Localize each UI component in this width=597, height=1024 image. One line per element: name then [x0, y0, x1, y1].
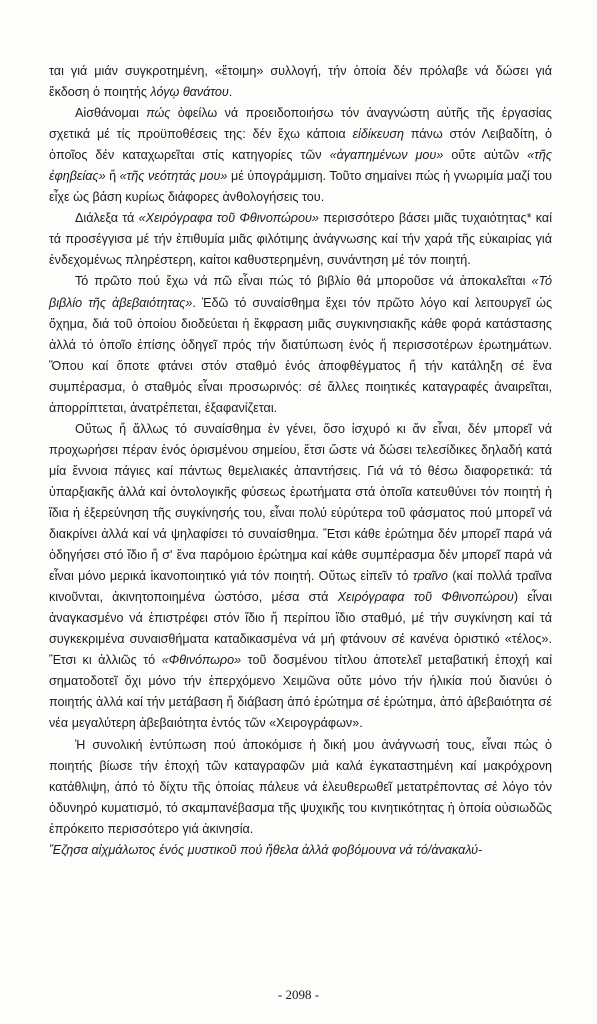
page-number: - 2098 - — [277, 987, 320, 1002]
paragraph-7-quote: Ἔζησα αἰχμάλωτος ἑνός μυστικοῦ πού ἤθελα ἀλλά φοβόμουνα νά τό/ἀνακαλύ- — [49, 842, 483, 857]
body-text — [49, 61, 552, 861]
paragraph-4: Τό πρῶτο πού ἔχω νά πῶ εἶναι πώς τό βιβλίο θά μποροῦσε νά ἀποκαλεῖται «Τό βιβλίο τῆς ἀβεβαιότητας». Ἐδῶ τό συναίσθημα ἔχει τόν πρῶτο λόγο καί λειτουργεῖ ὡς ὄχημα, διά τοῦ ὁποίου διοδεύεται ἡ ἔκφραση μιᾶς συγκινησιακῆς κάθε φορά κατάστασης ἀλλά τό ὁποῖο ἐπίσης ὁδηγεῖ πρός τήν διατύπωση ἑνός ἤ περισσοτέρων ἐρωτημάτων. Ὅπου καί ὅποτε φτάνει στόν σταθμό ἑνός ἀποφθέγματος ἤ τήν κατάληξη σέ ἕνα συμπέρασμα, ὁ σταθμός εἶναι προσωρινός: σέ ἄλλες ποιητικές καταγραφές ἀναιρεῖται, ἀπορρίπτεται, ἀνατρέπεται, ἐξαφανίζεται. — [49, 274, 553, 415]
paragraph-3: Διάλεξα τά «Χειρόγραφα τοῦ Φθινοπώρου» περισσότερο βάσει μιᾶς τυχαιότητας* καί τά προσέγγισα μέ τήν ἐπιθυμία μιᾶς φιλότιμης ἀνάγνωσης καί τήν χαρά τῆς εὐκαιρίας γιά ἐνδεχομένως πληρέστερη, καίτοι καθυστερημένη, συνάντηση μέ τόν ποιητή. — [49, 211, 553, 268]
paragraph-2: Αἰσθάνομαι πώς ὀφείλω νά προειδοποιήσω τόν ἀναγνώστη αὐτῆς τῆς ἐργασίας σχετικά μέ τίς προϋποθέσεις της: δέν ἔχω κάποια εἰδίκευση πάνω στόν Λειβαδίτη, ὁ ὁποῖος δέν καταχωρεῖται στίς κατηγορίες τῶν «ἀγαπημένων μου» οὔτε αὐτῶν «τῆς ἐφηβείας» ἤ «τῆς νεότητάς μου» μέ ὑπογράμμιση. Τοῦτο σημαίνει πώς ἡ γνωριμία μαζί του εἶχε ὡς βάση κυρίως διάφορες ἀνθολογήσεις του. — [49, 106, 552, 205]
paragraph-6: Ἡ συνολική ἐντύπωση πού ἀποκόμισε ἡ δική μου ἀνάγνωσή τους, εἶναι πώς ὁ ποιητής βίωσε τήν ἐποχή τῶν καταγραφῶν μιά καλά ἐγκαταστημένη καί μακρόχρονη κατάθλιψη, ἀπό τό δίχτυ τῆς ὁποίας πάλευε νά ἐλευθερωθεῖ μετατρέποντας σέ λόγο τόν ὀδυνηρό κυματισμό, τό σκαμπανέβασμα τῆς ψυχικῆς του κινητικότητας ἡ ὁποία οὐσιωδῶς ἐπρόκειτο περισσότερο γιά ἀκινησία. — [49, 737, 552, 836]
paragraph-5: Οὕτως ἤ ἄλλως τό συναίσθημα ἐν γένει, ὅσο ἰσχυρό κι ἄν εἶναι, δέν μπορεῖ νά προχωρήσει πέραν ἑνός ὁρισμένου σημείου, ἔτσι ὥστε νά δώσει τελεσίδικες δηλαδή κατά μία ἔννοια πάγιες καί πάντως θεμελιακές ἀπαντήσεις. Γιά νά τό θέσω διαφορετικά: τά ὑπαρξιακῆς ἀλλά καί ὀντολογικῆς φύσεως ἐρωτήματα στά ὁποῖα κατευθύνει τόν ποιητή ἡ ἴδια ἡ ἐξερεύνηση τῆς συγκίνησής του, εἶναι πολύ εὐρύτερα τοῦ φάσματος πού μπορεῖ νά διακρίνει ἀλλά καί νά ψηλαφίσει τό συναίσθημα. Ἔτσι κάθε ἐρώτημα δέν μπορεῖ παρά νά ὁδηγήσει στό ἴδιο ἤ σ' ἕνα παρόμοιο ἐρώτημα καί κάθε συμπέρασμα δέν μπορεῖ παρά νά εἶναι μόνο μερικά ἱκανοποιητικό γιά τόν ποιητή. Οὕτως εἰπεῖν τό τραῖνο (καί πολλά τραῖνα κινοῦνται, ἀκινητοποιημένα ὡστόσο, μέσα στά Χειρόγραφα τοῦ Φθινοπώρου) εἶναι ἀναγκασμένο νά ἐπιστρέφει στόν ἴδιο ἤ περίπου ἴδιο σταθμό, μέ τήν συγκίνηση καί τά συγκεκριμένα συναισθήματα καταδικασμένα νά μή φτάνουν σέ κανένα ὁριστικό «τέλος». Ἔτσι κι ἀλλιῶς τό «Φθινόπωρο» τοῦ δοσμένου τίτλου ἀποτελεῖ μεταβατική ἐποχή καί σηματοδοτεῖ ὄχι μόνο τήν ἐπερχόμενο Χειμῶνα οὔτε μόνο τήν ἡλικία πού διανύει ὁ ποιητής ἀλλά καί τήν μετάβαση ἤ διάβαση ἀπό ἐρώτημα σέ ἐρώτημα, ἀπό ἀβεβαιότητα σέ νέα μεγαλύτερη ἀβεβαιότητα ἐντός τῶν «Χειρογράφων». — [49, 421, 552, 731]
paragraph-1: ται γιά μιάν συγκροτημένη, «ἕτοιμη» συλλογή, τήν ὁποία δέν πρόλαβε νά δώσει γιά ἔκδοση ὁ ποιητής λόγῳ θανάτου. — [49, 64, 552, 100]
